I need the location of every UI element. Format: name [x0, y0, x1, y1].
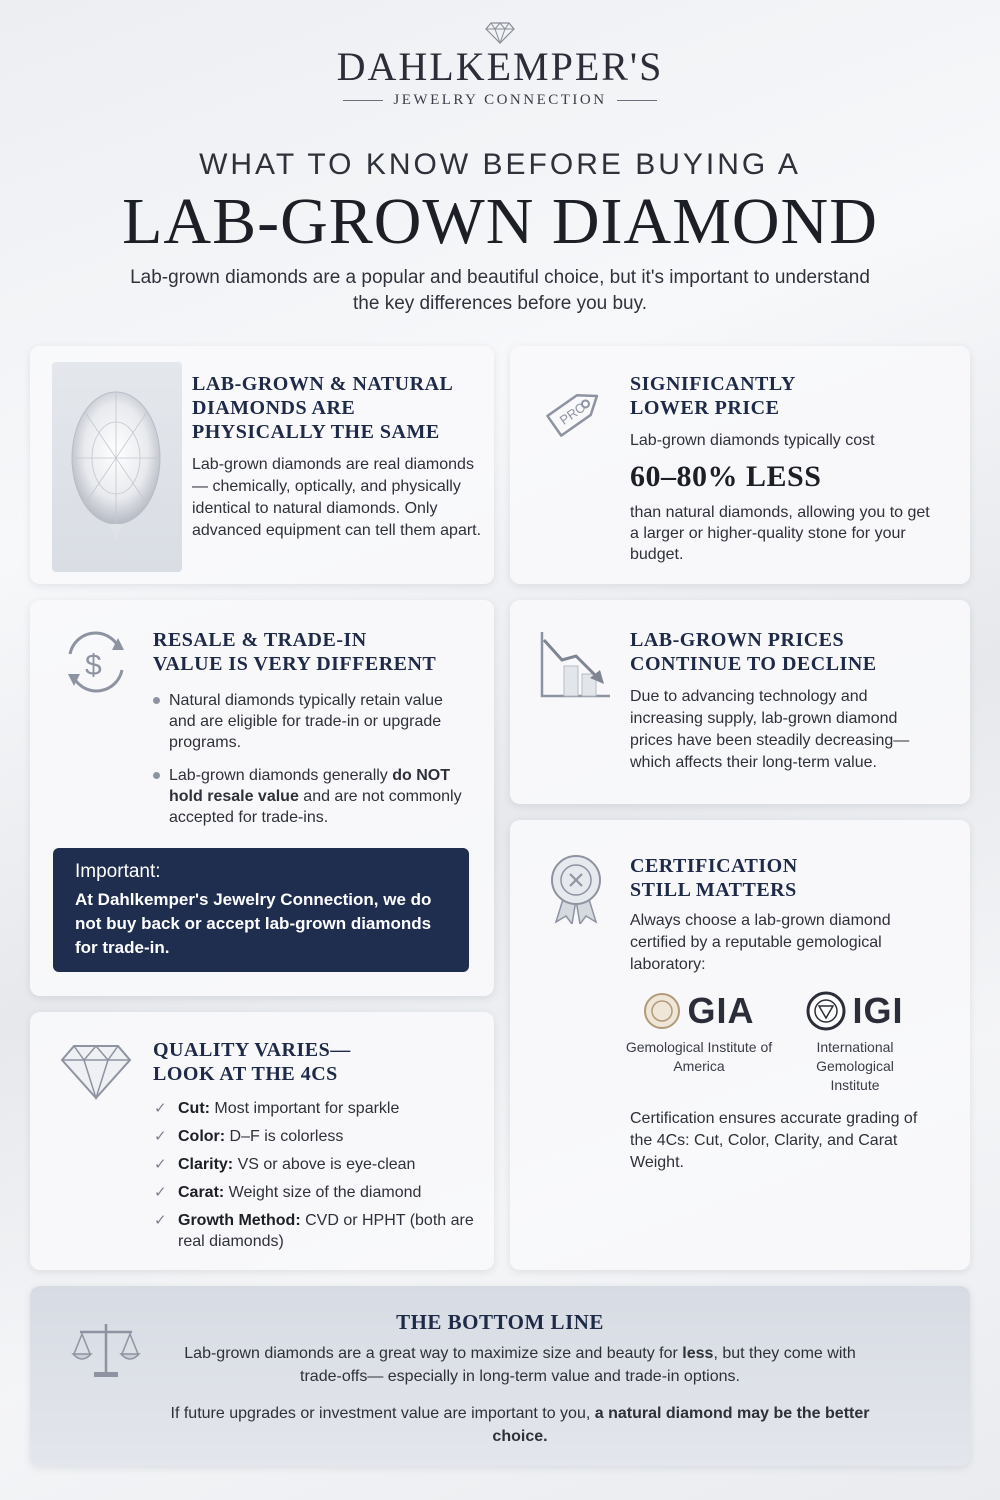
- svg-text:$: $: [85, 649, 102, 682]
- card-title-line: LOOK AT THE 4CS: [153, 1063, 338, 1085]
- header: [0, 22, 1000, 109]
- lab-name: International Gemological Institute: [816, 1039, 894, 1093]
- price-discount: 60–80% LESS: [630, 460, 822, 493]
- bottom-paragraph: Lab-grown diamonds are a great way to maximize size and beauty for less, but they come with trade-offs— especially in long-term value and trade-in options.: [184, 1345, 856, 1385]
- card-body: Certification ensures accurate grading of the 4Cs: Cut, Color, Clarity, and Carat Weight.: [630, 1110, 918, 1171]
- card-price-decline: [510, 600, 970, 804]
- check-icon: ✓: [154, 1212, 167, 1229]
- card-certification: [510, 820, 970, 1270]
- card-bottom-line: [30, 1286, 970, 1466]
- resale-bullets: [153, 690, 473, 840]
- list-item: Natural diamonds typically retain value and are eligible for trade-in or upgrade programs.: [153, 690, 473, 753]
- card-4cs: [30, 1012, 494, 1270]
- oval-diamond-icon: [52, 362, 182, 572]
- list-item: ✓ Color: D–F is colorless: [154, 1128, 344, 1145]
- card-title-line: STILL MATTERS: [630, 879, 797, 901]
- card-resale-value: [30, 600, 494, 996]
- card-title: THE BOTTOM LINE: [396, 1310, 604, 1334]
- card-body: Always choose a lab-grown diamond certified by a reputable gemological laboratory:: [630, 912, 891, 973]
- gia-logo: [624, 990, 774, 1076]
- important-notice: [53, 848, 469, 972]
- card-physically-same: [30, 346, 494, 584]
- gia-seal-icon: [643, 992, 681, 1030]
- check-icon: ✓: [154, 1100, 167, 1117]
- bottom-paragraph: If future upgrades or investment value are important to you, a natural diamond may be the better choice.: [170, 1405, 870, 1445]
- card-title-line: CONTINUE TO DECLINE: [630, 653, 877, 675]
- list-item: Lab-grown diamonds generally do NOT hold resale value and are not commonly accepted for trade-ins.: [153, 765, 473, 828]
- lab-abbreviation: GIA: [687, 990, 755, 1031]
- card-title: LAB-GROWN & NATURAL DIAMONDS ARE PHYSICALLY THE SAME: [192, 373, 453, 443]
- notice-text: At Dahlkemper's Jewelry Connection, we do not buy back or accept lab-grown diamonds for trade-in.: [75, 890, 432, 957]
- list-item: ✓ Cut: Most important for sparkle: [154, 1100, 400, 1117]
- lab-abbreviation: IGI: [852, 990, 904, 1031]
- card-title-line: SIGNIFICANTLY: [630, 373, 796, 395]
- check-icon: ✓: [154, 1156, 167, 1173]
- card-title-line: LAB-GROWN PRICES: [630, 629, 845, 651]
- card-body: Due to advancing technology and increasing supply, lab-grown diamond prices have been steadily decreasing— which affects their long-term value.: [630, 688, 910, 771]
- list-item: ✓ Carat: Weight size of the diamond: [154, 1184, 422, 1201]
- diamond-logo-icon: [485, 22, 515, 44]
- brand-name: DAHLKEMPER'S: [336, 44, 664, 89]
- intro-text: Lab-grown diamonds are a popular and beautiful choice, but it's important to understand the key differences before you buy.: [130, 267, 870, 314]
- notice-label: Important:: [75, 861, 161, 882]
- dollar-cycle-icon: [56, 624, 136, 700]
- card-title-line: RESALE & TRADE-IN: [153, 629, 367, 651]
- svg-text:PRC: PRC: [556, 399, 588, 428]
- card-title-line: LOWER PRICE: [630, 397, 780, 419]
- check-icon: ✓: [154, 1184, 167, 1201]
- page-kicker: WHAT TO KNOW BEFORE BUYING A: [199, 148, 801, 181]
- card-title-line: CERTIFICATION: [630, 855, 798, 877]
- list-item: ✓ Growth Method: CVD or HPHT (both are real diamonds): [154, 1212, 474, 1250]
- award-ribbon-icon: [546, 852, 606, 924]
- card-title-line: VALUE IS VERY DIFFERENT: [153, 653, 437, 675]
- price-tail: than natural diamonds, allowing you to get a larger or higher-quality stone for your budget.: [630, 504, 930, 563]
- declining-chart-icon: [538, 630, 612, 700]
- check-icon: ✓: [154, 1128, 167, 1145]
- divider: [617, 100, 657, 101]
- igi-seal-icon: [806, 991, 846, 1031]
- list-item: ✓ Clarity: VS or above is eye-clean: [154, 1156, 416, 1173]
- diamond-image: [52, 362, 182, 572]
- card-lower-price: [510, 346, 970, 584]
- diamond-icon: [58, 1042, 134, 1102]
- price-tag-icon: [536, 376, 612, 448]
- lab-name: Gemological Institute of America: [625, 1039, 773, 1074]
- brand-subtitle: JEWELRY CONNECTION: [393, 92, 607, 108]
- igi-logo: [790, 990, 920, 1095]
- divider: [343, 100, 383, 101]
- card-body: Lab-grown diamonds are real diamonds— chemically, optically, and physically identical to natural diamonds. Only advanced equipment can tell them apart.: [192, 456, 482, 539]
- card-title-line: QUALITY VARIES—: [153, 1039, 351, 1061]
- price-lead: Lab-grown diamonds typically cost: [630, 432, 875, 449]
- 4cs-list: [154, 1098, 474, 1259]
- page-title: LAB-GROWN DIAMOND: [122, 185, 878, 258]
